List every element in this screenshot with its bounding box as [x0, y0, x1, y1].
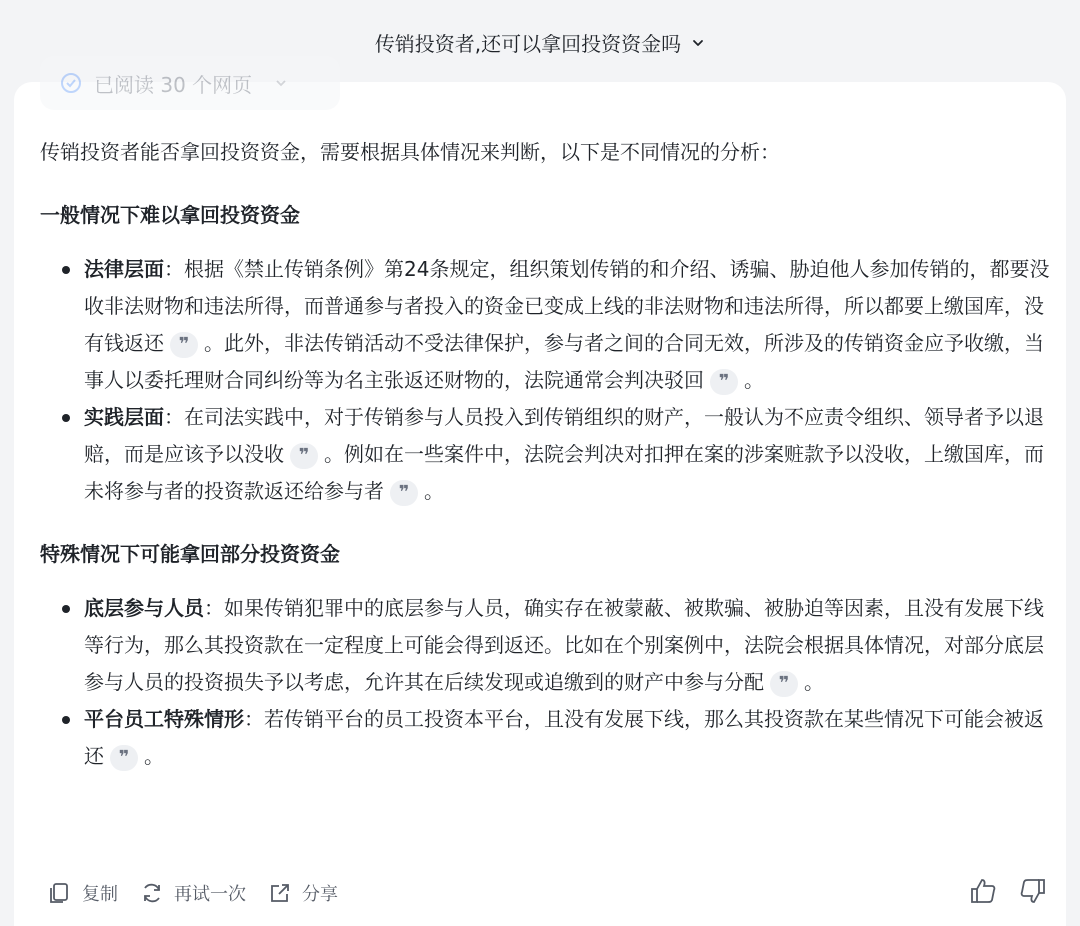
item-text: 。此外，非法传销活动不受法律保护，参与者之间的合同无效，所涉及的传销资金应予收缴，当事人以委托理财合同纠纷等为名主张返还财物的，法院通常会判决驳回 [84, 331, 1044, 392]
bullet-dot [62, 605, 70, 613]
thumbs-up-icon[interactable] [968, 876, 998, 906]
answer-content [40, 134, 1050, 775]
citation-quote-icon[interactable]: ❞ [710, 369, 738, 395]
answer-actions [48, 876, 1048, 910]
share-icon [268, 881, 292, 905]
item-text: ：根据《禁止传销条例》第24条规定，组织策划传销的和介绍、诱骗、胁迫他人参加传销的，都要没收非法财物和违法所得，而普通参与者投入的资金已变成上线的非法财物和违法所得，所以都要上缴国库，没有钱返还 [84, 257, 1050, 355]
feedback-buttons [968, 876, 1048, 906]
retry-icon [140, 881, 164, 905]
conversation-title[interactable] [0, 28, 1080, 57]
copy-button[interactable] [48, 880, 118, 906]
item-text: 。 [744, 368, 764, 392]
item-text: 。 [804, 670, 824, 694]
item-text: 。 [144, 744, 164, 768]
item-label: 实践层面 [84, 405, 164, 429]
item-label: 法律层面 [84, 257, 164, 281]
section-heading: 一般情况下难以拿回投资资金 [40, 203, 300, 227]
section-list [40, 590, 1050, 775]
item-label: 底层参与人员 [84, 596, 204, 620]
item-text: ：如果传销犯罪中的底层参与人员，确实存在被蒙蔽、被欺骗、被胁迫等因素，且没有发展下线等行为，那么其投资款在一定程度上可能会得到返还。比如在个别案例中，法院会根据具体情况，对部分底层参与人员的投资损失予以考虑，允许其在后续发现或追缴到的财产中参与分配 [84, 596, 1044, 694]
read-pages-label: 已阅读 30 个网页 [94, 72, 253, 97]
copy-icon [48, 881, 72, 905]
share-button[interactable] [268, 880, 338, 906]
bullet-dot [62, 266, 70, 274]
list-item [40, 399, 1050, 510]
section-list [40, 251, 1050, 510]
share-label: 分享 [302, 884, 338, 905]
list-item [40, 590, 1050, 701]
list-item [40, 701, 1050, 775]
item-label: 平台员工特殊情形 [84, 707, 244, 731]
citation-quote-icon[interactable]: ❞ [110, 745, 138, 771]
read-pages-pill[interactable] [40, 56, 340, 110]
retry-label: 再试一次 [174, 884, 246, 905]
list-item [40, 251, 1050, 399]
item-text: 。 [424, 479, 444, 503]
answer-intro: 传销投资者能否拿回投资资金，需要根据具体情况来判断，以下是不同情况的分析： [40, 140, 780, 164]
chevron-down-icon[interactable] [691, 36, 705, 50]
section-heading: 特殊情况下可能拿回部分投资资金 [40, 542, 340, 566]
check-circle-icon [60, 72, 82, 94]
citation-quote-icon[interactable]: ❞ [770, 671, 798, 697]
citation-quote-icon[interactable]: ❞ [170, 332, 198, 358]
citation-quote-icon[interactable]: ❞ [290, 443, 318, 469]
item-text: 。例如在一些案件中，法院会判决对扣押在案的涉案赃款予以没收，上缴国库，而未将参与者的投资款返还给参与者 [84, 442, 1044, 503]
bullet-dot [62, 716, 70, 724]
chevron-down-icon [274, 76, 288, 90]
item-text: ：在司法实践中，对于传销参与人员投入到传销组织的财产，一般认为不应责令组织、领导者予以退赔，而是应该予以没收 [84, 405, 1044, 466]
retry-button[interactable] [140, 880, 246, 906]
bullet-dot [62, 414, 70, 422]
conversation-title-text: 传销投资者,还可以拿回投资资金吗 [374, 32, 682, 56]
thumbs-down-icon[interactable] [1018, 876, 1048, 906]
copy-label: 复制 [82, 884, 118, 905]
item-text: ：若传销平台的员工投资本平台，且没有发展下线，那么其投资款在某些情况下可能会被返还 [84, 707, 1044, 768]
citation-quote-icon[interactable]: ❞ [390, 480, 418, 506]
